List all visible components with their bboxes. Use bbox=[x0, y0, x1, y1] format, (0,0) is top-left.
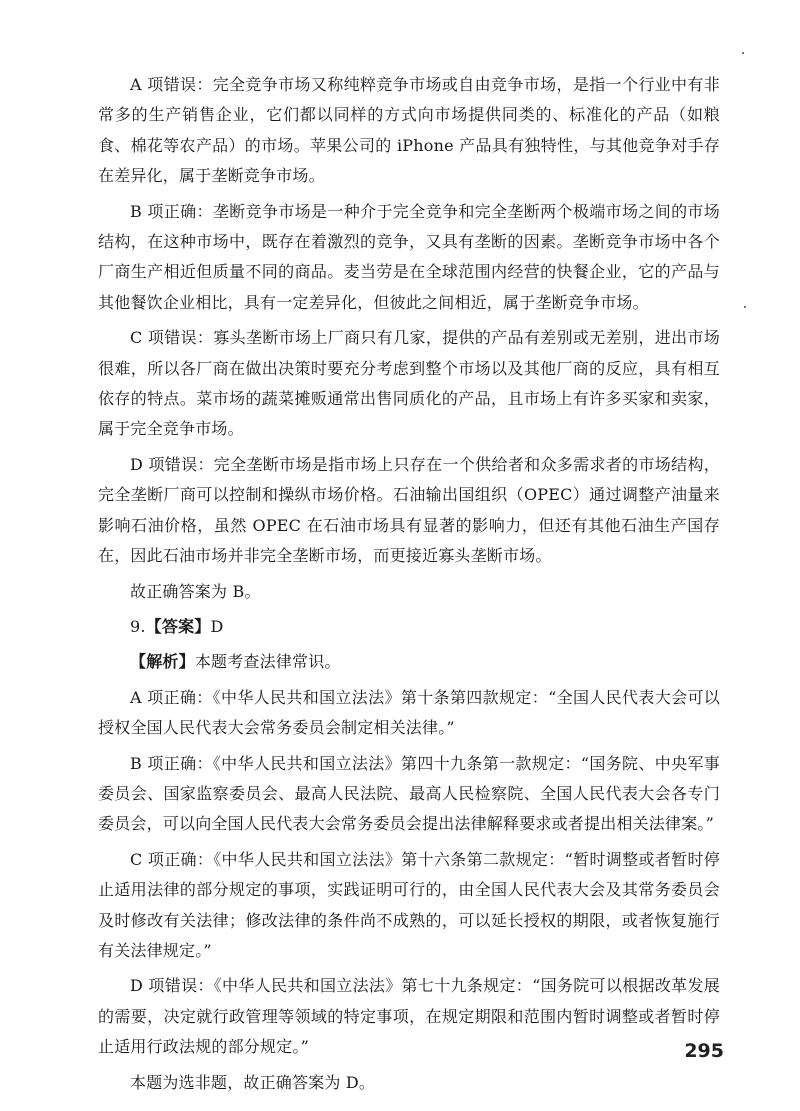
question-number: 9. bbox=[130, 616, 146, 636]
legal-option-d-paragraph: D 项错误：《中华人民共和国立法法》第七十九条规定：“国务院可以根据改革发展的需要，决定就行政管理等领域的特定事项，在规定期限和范围内暂时调整或者暂时停止适用行政法规的部分规定。” bbox=[98, 976, 720, 1057]
legal-option-b-paragraph: B 项正确：《中华人民共和国立法法》第四十九条第一款规定：“国务院、中央军事委员会、国家监察委员会、最高人民法院、最高人民检察院、全国人民代表大会各专门委员会，可以向全国人民代表大会常务委员会提出法律解释要求或者提出相关法律案。” bbox=[98, 753, 720, 834]
scan-speck bbox=[742, 52, 744, 54]
legal-option-c-paragraph: C 项正确：《中华人民共和国立法法》第十六条第二款规定：“暂时调整或者暂时停止适用法律的部分规定的事项，实践证明可行的，由全国人民代表大会及其常务委员会及时修改有关法律；修改法律的条件尚不成熟的，可以延长授权的期限，或者恢复施行有关法律规定。” bbox=[98, 849, 720, 960]
option-b-paragraph: B 项正确：垄断竞争市场是一种介于完全竞争和完全垄断两个极端市场之间的市场结构，在这种市场中，既存在着激烈的竞争，又具有垄断的因素。垄断竞争市场中各个厂商生产相近但质量不同的商品。麦当劳是在全球范围内经营的快餐企业，它的产品与其他餐饮企业相比，具有一定差异化，但彼此之间相近，属于垄断竞争市场。 bbox=[98, 201, 720, 312]
scan-speck bbox=[744, 306, 746, 308]
option-a-paragraph: A 项错误：完全竞争市场又称纯粹竞争市场或自由竞争市场，是指一个行业中有非常多的生产销售企业，它们都以同样的方式向市场提供同类的、标准化的产品（如粮食、棉花等农产品）的市场。苹果公司的 iPhone 产品具有独特性，与其他竞争对手存在差异化，属于垄断竞争市场。 bbox=[98, 75, 720, 186]
option-c-paragraph: C 项错误：寡头垄断市场上厂商只有几家，提供的产品有差别或无差别，进出市场很难，所以各厂商在做出决策时要充分考虑到整个市场以及其他厂商的反应，具有相互依存的特点。菜市场的蔬菜摊贩通常出售同质化的产品，且市场上有许多买家和卖家，属于完全竞争市场。 bbox=[98, 328, 720, 439]
analysis-line bbox=[98, 647, 720, 677]
answer-tag: 【答案】 bbox=[145, 616, 211, 636]
page-body bbox=[98, 70, 720, 1098]
final-answer: 本题为选非题，故正确答案为 D。 bbox=[130, 1072, 376, 1092]
answer-value: D bbox=[210, 616, 224, 636]
question-9-answer-line bbox=[98, 612, 720, 642]
analysis-tag: 【解析】 bbox=[130, 652, 195, 672]
page-number: 295 bbox=[684, 1040, 724, 1062]
analysis-text: 本题考查法律常识。 bbox=[194, 652, 341, 672]
legal-option-a-paragraph: A 项正确：《中华人民共和国立法法》第十条第四款规定：“全国人民代表大会可以授权全国人民代表大会常务委员会制定相关法律。” bbox=[98, 687, 720, 738]
answer-conclusion: 故正确答案为 B。 bbox=[130, 581, 261, 601]
option-d-paragraph: D 项错误：完全垄断市场是指市场上只存在一个供给者和众多需求者的市场结构，完全垄断厂商可以控制和操纵市场价格。石油输出国组织（OPEC）通过调整产油量来影响石油价格，虽然 OPEC 在石油市场具有显著的影响力，但还有其他石油生产国存在，因此石油市场并非完全垄断市场，而更接近寡头垄断市场。 bbox=[98, 454, 720, 566]
